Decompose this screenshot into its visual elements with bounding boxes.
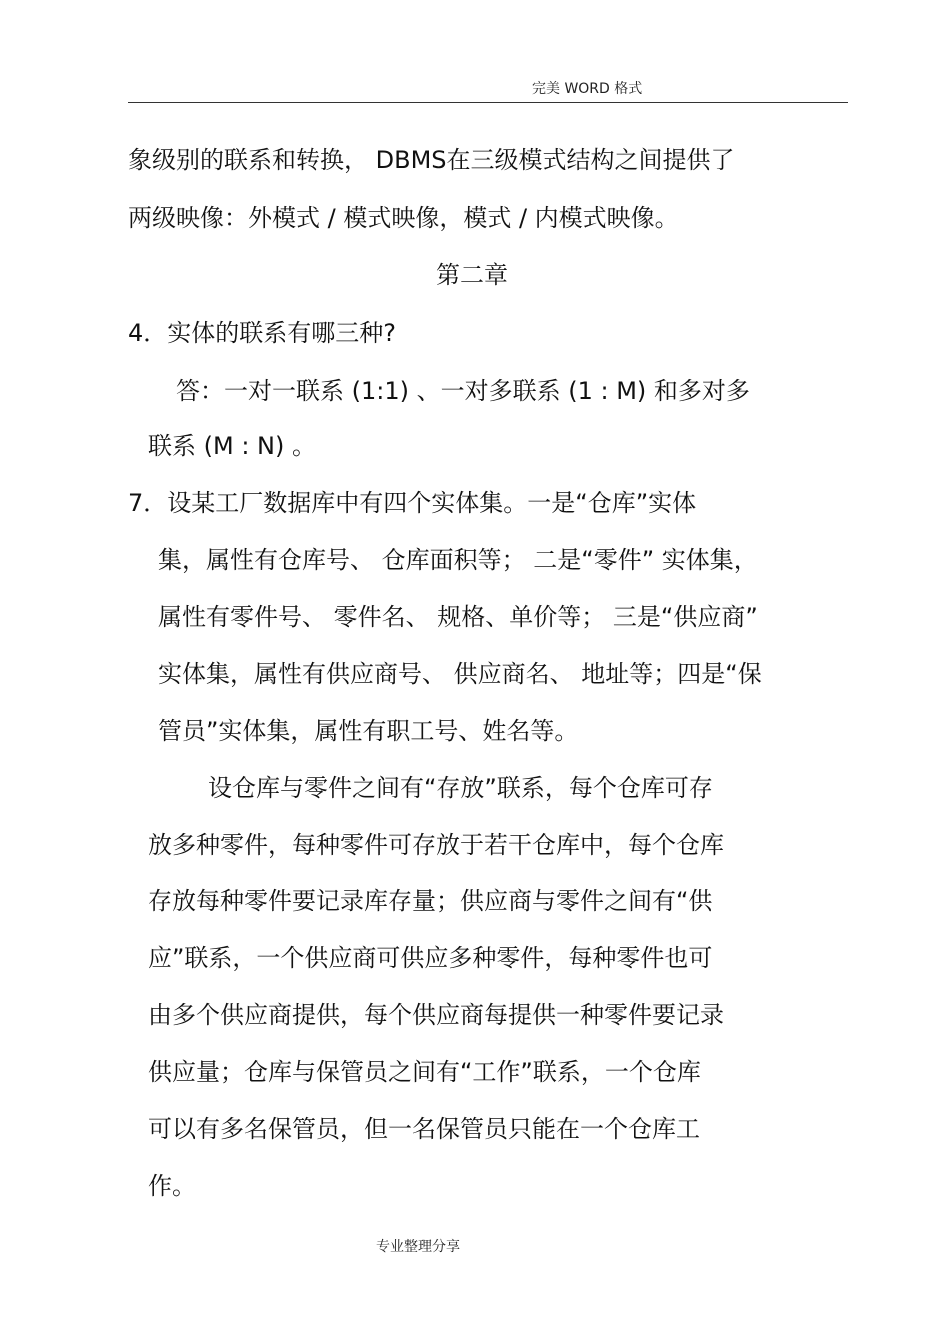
- text-line: 作。: [148, 1172, 196, 1200]
- text-line: 答：一对一联系 (1:1) 、一对多联系 (1 : M) 和多对多: [176, 377, 750, 405]
- text-line: 两级映像：外模式 / 模式映像，模式 / 内模式映像。: [128, 204, 679, 232]
- text-line: 由多个供应商提供，每个供应商每提供一种零件要记录: [148, 1001, 724, 1029]
- question-heading: 7．设某工厂数据库中有四个实体集。一是“仓库”实体: [128, 489, 697, 517]
- question-heading: 4．实体的联系有哪三种?: [128, 319, 397, 347]
- header-text: 完美 WORD 格式: [532, 81, 643, 97]
- text-line: 属性有零件号、 零件名、 规格、单价等； 三是“供应商”: [158, 603, 758, 631]
- text-line: 可以有多名保管员，但一名保管员只能在一个仓库工: [148, 1115, 700, 1143]
- chapter-heading: 第二章: [436, 261, 508, 289]
- text-line: 放多种零件，每种零件可存放于若干仓库中，每个仓库: [148, 831, 724, 859]
- text-line: 象级别的联系和转换， DBMS在三级模式结构之间提供了: [128, 146, 735, 174]
- text-line: 供应量；仓库与保管员之间有“工作”联系，一个仓库: [148, 1058, 701, 1086]
- text-line: 联系 (M : N) 。: [148, 432, 316, 460]
- text-line: 存放每种零件要记录库存量；供应商与零件之间有“供: [148, 887, 713, 915]
- text-line: 管员”实体集，属性有职工号、姓名等。: [158, 717, 579, 745]
- text-line: 应”联系，一个供应商可供应多种零件，每种零件也可: [148, 944, 713, 972]
- text-line: 集，属性有仓库号、 仓库面积等； 二是“零件” 实体集，: [158, 546, 758, 574]
- text-line: 设仓库与零件之间有“存放”联系，每个仓库可存: [208, 774, 713, 802]
- page-footer: 专业整理分享: [376, 1239, 460, 1255]
- header-rule: [128, 102, 848, 103]
- text-line: 实体集，属性有供应商号、 供应商名、 地址等；四是“保: [158, 660, 762, 688]
